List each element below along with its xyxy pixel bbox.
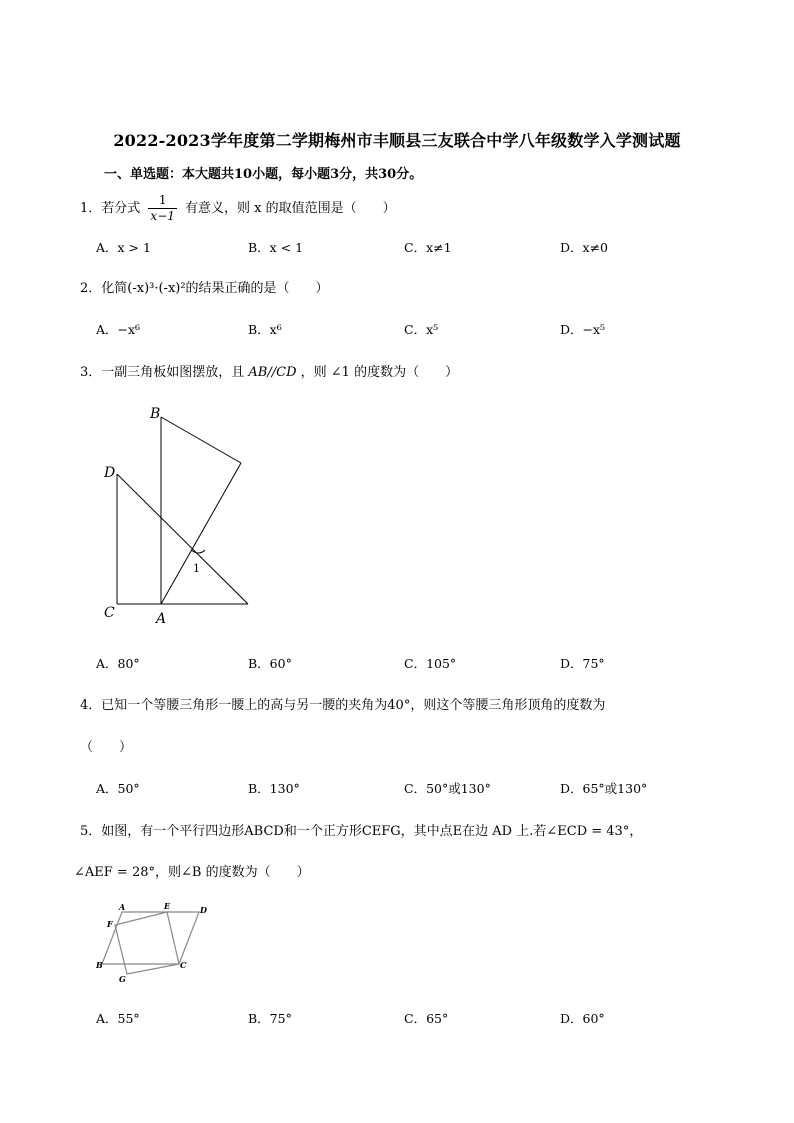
question-2: 2．化简(-x)³·(-x)²的结果正确的是（ ） xyxy=(80,281,329,296)
label-d: D xyxy=(104,465,116,481)
section-heading: 一、单选题：本大题共10小题，每小题3分，共30分。 xyxy=(104,167,423,182)
label-c: C xyxy=(104,605,115,621)
q3-option-d: D．75° xyxy=(560,656,605,671)
q1-fraction xyxy=(148,193,176,224)
q3-prefix: 3．一副三角板如图摆放，且 xyxy=(80,365,245,380)
q3-option-b: B．60° xyxy=(248,656,292,671)
q4-option-c: C．50°或130° xyxy=(404,781,491,796)
q4-option-b: B．130° xyxy=(248,781,300,796)
question-5-line-1: 5．如图，有一个平行四边形ABCD和一个正方形CEFG，其中点E在边 AD 上.若∠ECD = 43°， xyxy=(80,824,643,839)
label-a: A xyxy=(119,902,126,912)
q3-math-expression: AB//CD xyxy=(248,365,297,380)
exam-title: 2022-2023学年度第二学期梅州市丰顺县三友联合中学八年级数学入学测试题 xyxy=(113,131,681,150)
parallelogram-abcd xyxy=(102,912,199,964)
q1-option-c: C．x≠1 xyxy=(404,240,452,255)
q2-option-b: B．x⁶ xyxy=(248,322,282,337)
label-a: A xyxy=(156,611,167,627)
q5-option-b: B．75° xyxy=(248,1011,292,1026)
question-4-line-2: （ ） xyxy=(80,740,133,755)
label-b: B xyxy=(150,406,161,422)
q1-option-b: B．x < 1 xyxy=(248,240,304,255)
label-c: C xyxy=(180,960,187,970)
q1-frac-numerator: 1 xyxy=(148,193,176,209)
question-5-line-2: ∠AEF = 28°，则∠B 的度数为（ ） xyxy=(74,865,310,880)
label-angle-1: 1 xyxy=(193,562,200,575)
q1-frac-denominator: x−1 xyxy=(150,209,175,223)
q2-option-d: D．−x⁵ xyxy=(560,322,606,337)
label-e: E xyxy=(164,901,171,911)
q5-parallelogram-figure xyxy=(92,898,217,986)
label-f: F xyxy=(107,919,113,929)
segment-b-top xyxy=(161,417,241,463)
q1-option-a: A．x > 1 xyxy=(96,240,151,255)
q3-triangle-figure xyxy=(95,398,265,628)
q5-option-d: D．60° xyxy=(560,1011,605,1026)
q1-suffix: 有意义，则 x 的取值范围是（ ） xyxy=(185,201,396,216)
question-1 xyxy=(80,193,396,224)
q4-option-d: D．65°或130° xyxy=(560,781,648,796)
angle-1-arc xyxy=(191,550,205,553)
question-3 xyxy=(80,361,458,380)
q3-option-a: A．80° xyxy=(96,656,140,671)
q5-option-a: A．55° xyxy=(96,1011,140,1026)
q2-option-a: A．−x⁶ xyxy=(96,322,141,337)
q4-option-a: A．50° xyxy=(96,781,140,796)
q5-option-c: C．65° xyxy=(404,1011,449,1026)
q3-option-c: C．105° xyxy=(404,656,457,671)
label-g: G xyxy=(119,974,126,984)
square-cefg xyxy=(115,912,179,974)
q1-prefix: 1．若分式 xyxy=(80,201,141,216)
q2-option-c: C．x⁵ xyxy=(404,322,439,337)
label-d: D xyxy=(200,905,207,915)
segment-a-hypotenuse xyxy=(161,463,241,604)
q3-suffix: ，则 ∠1 的度数为（ ） xyxy=(300,365,459,380)
segment-d-hypotenuse xyxy=(117,474,248,604)
label-b: B xyxy=(96,960,103,970)
q1-option-d: D．x≠0 xyxy=(560,240,608,255)
question-4-line-1: 4．已知一个等腰三角形一腰上的高与另一腰的夹角为40°，则这个等腰三角形顶角的度数为 xyxy=(80,698,606,713)
